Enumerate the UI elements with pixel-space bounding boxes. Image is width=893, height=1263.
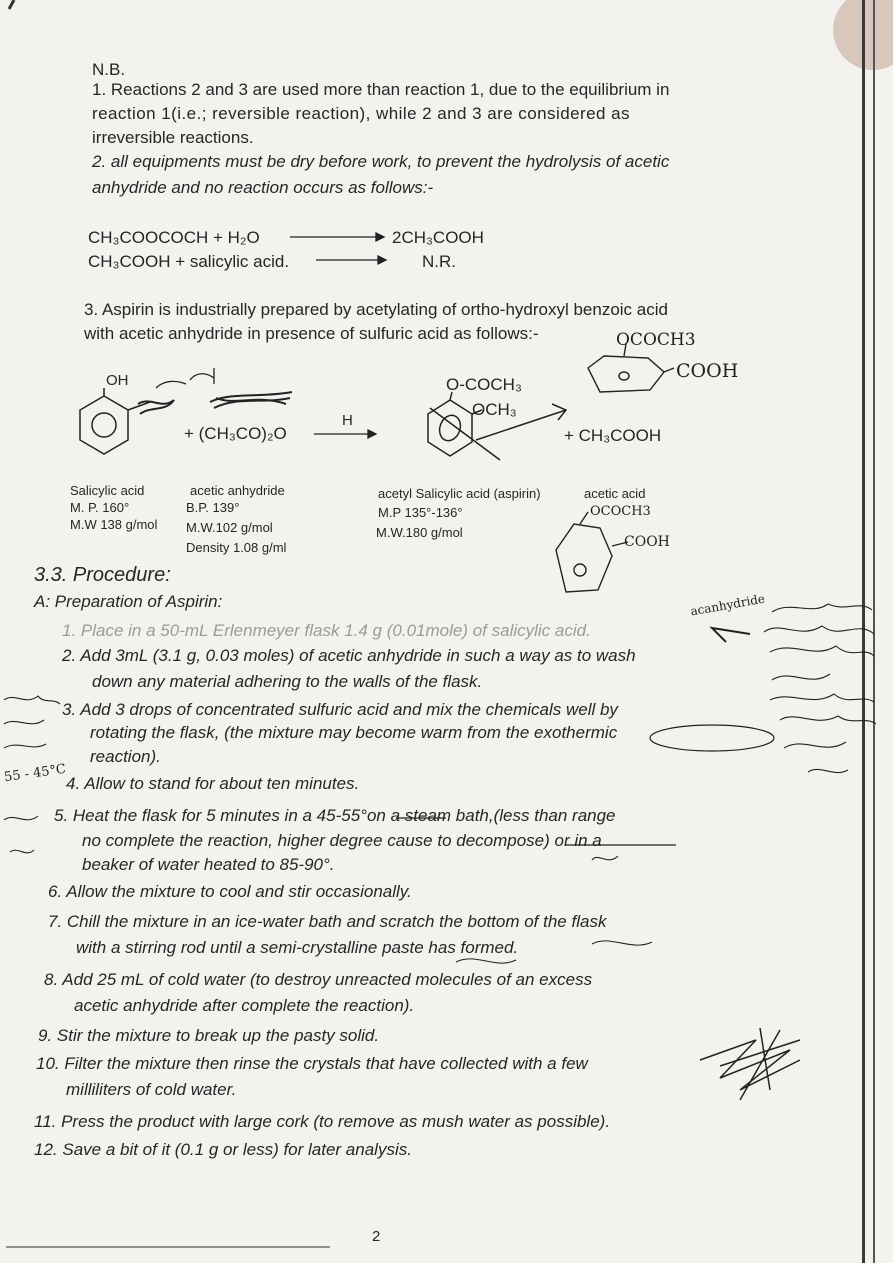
step-8-line-1: 8. Add 25 mL of cold water (to destroy unreacted molecules of an excess — [44, 970, 593, 989]
step-5-line-1: 5. Heat the flask for 5 minutes in a 45-55°on a steam bath,(less than range — [54, 806, 616, 825]
equation-1-products: 2CH₃COOH — [392, 228, 484, 247]
handwritten-ococh3-top: OCOCH3 — [616, 330, 696, 350]
salicylic-name: Salicylic acid — [70, 483, 145, 498]
handwritten-temperature-note: 55 - 45°C — [3, 761, 67, 786]
handwritten-aspirin-ring — [588, 344, 674, 392]
step-6: 6. Allow the mixture to cool and stir occasionally. — [48, 882, 412, 901]
step-7-line-2: with a stirring rod until a semi-crystalline paste has formed. — [76, 938, 519, 957]
nb-point-1-line-3: irreversible reactions. — [92, 128, 254, 147]
step-10-line-2: milliliters of cold water. — [66, 1080, 237, 1099]
step-3-line-1: 3. Add 3 drops of concentrated sulfuric acid and mix the chemicals well by — [62, 700, 618, 719]
scheme-ococh3: O-COCH₃ — [446, 375, 522, 394]
step-2-line-1: 2. Add 3mL (3.1 g, 0.03 moles) of acetic anhydride in such a way as to wash — [62, 646, 636, 665]
equation-1-arrow — [290, 233, 384, 241]
step-3-line-2: rotating the flask, (the mixture may become warm from the exothermic — [90, 723, 618, 742]
scheme-och3: OCH₃ — [472, 400, 517, 419]
handwritten-cooh-small: COOH — [624, 534, 670, 550]
nb-point-1-line-2: reaction 1(i.e.; reversible reaction), while 2 and 3 are considered as — [92, 104, 630, 123]
anhydride-name: acetic anhydride — [190, 483, 285, 498]
aspirin-mp: M.P 135°-136° — [378, 505, 463, 520]
step-7-line-1: 7. Chill the mixture in an ice-water bath and scratch the bottom of the flask — [48, 912, 607, 931]
aspirin-name: acetyl Salicylic acid (aspirin) — [378, 486, 541, 501]
anhydride-bp: B.P. 139° — [186, 500, 240, 515]
anhydride-density: Density 1.08 g/ml — [186, 540, 287, 555]
equation-1-reactants: CH₃COOCOCH + H₂O — [88, 228, 260, 247]
page-number: 2 — [372, 1228, 381, 1245]
step-2-line-2: down any material adhering to the walls of the flask. — [92, 672, 483, 691]
nb-point-2-line-1: 2. all equipments must be dry before work, to prevent the hydrolysis of acetic — [92, 152, 670, 171]
scribble-step-10 — [700, 1028, 800, 1100]
equation-2-products: N.R. — [422, 252, 456, 271]
handwritten-arrow — [712, 628, 750, 642]
nb-point-2-line-2: anhydride and no reaction occurs as follows:- — [92, 178, 434, 197]
step-1: 1. Place in a 50-mL Erlenmeyer flask 1.4 g (0.01mole) of salicylic acid. — [62, 621, 591, 640]
anhydride-mw: M.W.102 g/mol — [186, 520, 273, 535]
scribble-mark — [138, 392, 292, 414]
point-3-line-1: 3. Aspirin is industrially prepared by acetylating of ortho-hydroxyl benzoic acid — [84, 300, 668, 319]
step-5-line-2: no complete the reaction, higher degree cause to decompose) or in a — [82, 831, 602, 850]
nb-point-1-line-1: 1. Reactions 2 and 3 are used more than reaction 1, due to the equilibrium in — [92, 80, 670, 99]
scheme-catalyst: H — [342, 412, 353, 429]
point-3-line-2: with acetic anhydride in presence of sulfuric acid as follows:- — [84, 324, 539, 343]
aspirin-mw: M.W.180 g/mol — [376, 525, 463, 540]
circle-exothermic — [650, 725, 774, 751]
margin-scribbles — [4, 604, 876, 963]
step-3-line-3: reaction). — [90, 747, 161, 766]
equation-2-arrow — [316, 256, 386, 264]
section-title: 3.3. Procedure: — [34, 564, 171, 586]
scheme-byproduct: + CH₃COOH — [564, 426, 662, 445]
step-9: 9. Stir the mixture to break up the pasty solid. — [38, 1026, 380, 1045]
step-4: 4. Allow to stand for about ten minutes. — [66, 774, 360, 793]
reaction-arrow — [314, 430, 376, 438]
handwritten-small-ring — [556, 512, 628, 592]
section-subtitle: A: Preparation of Aspirin: — [34, 592, 223, 611]
scheme-reagent: + (CH₃CO)₂O — [184, 424, 287, 443]
step-11: 11. Press the product with large cork (to remove as mush water as possible). — [34, 1112, 611, 1131]
scheme-oh-label: OH — [106, 372, 129, 389]
nb-heading: N.B. — [92, 60, 126, 79]
handwritten-acanhydride: acanhydride — [689, 591, 766, 619]
step-8-line-2: acetic anhydride after complete the reaction). — [74, 996, 415, 1015]
salicylic-mp: M. P. 160° — [70, 500, 130, 515]
step-10-line-1: 10. Filter the mixture then rinse the crystals that have collected with a few — [36, 1054, 588, 1073]
handwritten-cooh-top: COOH — [676, 360, 739, 382]
handwritten-ococh3-small: OCOCH3 — [590, 504, 651, 519]
salicylic-mw: M.W 138 g/mol — [70, 517, 158, 532]
step-12: 12. Save a bit of it (0.1 g or less) for later analysis. — [34, 1140, 412, 1159]
equation-2-reactants: CH₃COOH + salicylic acid. — [88, 252, 290, 271]
step-5-line-3: beaker of water heated to 85-90°. — [82, 855, 335, 874]
aspirin-ring — [428, 392, 566, 460]
salicylic-acid-ring — [80, 388, 150, 454]
acetic-acid-name: acetic acid — [584, 486, 646, 501]
